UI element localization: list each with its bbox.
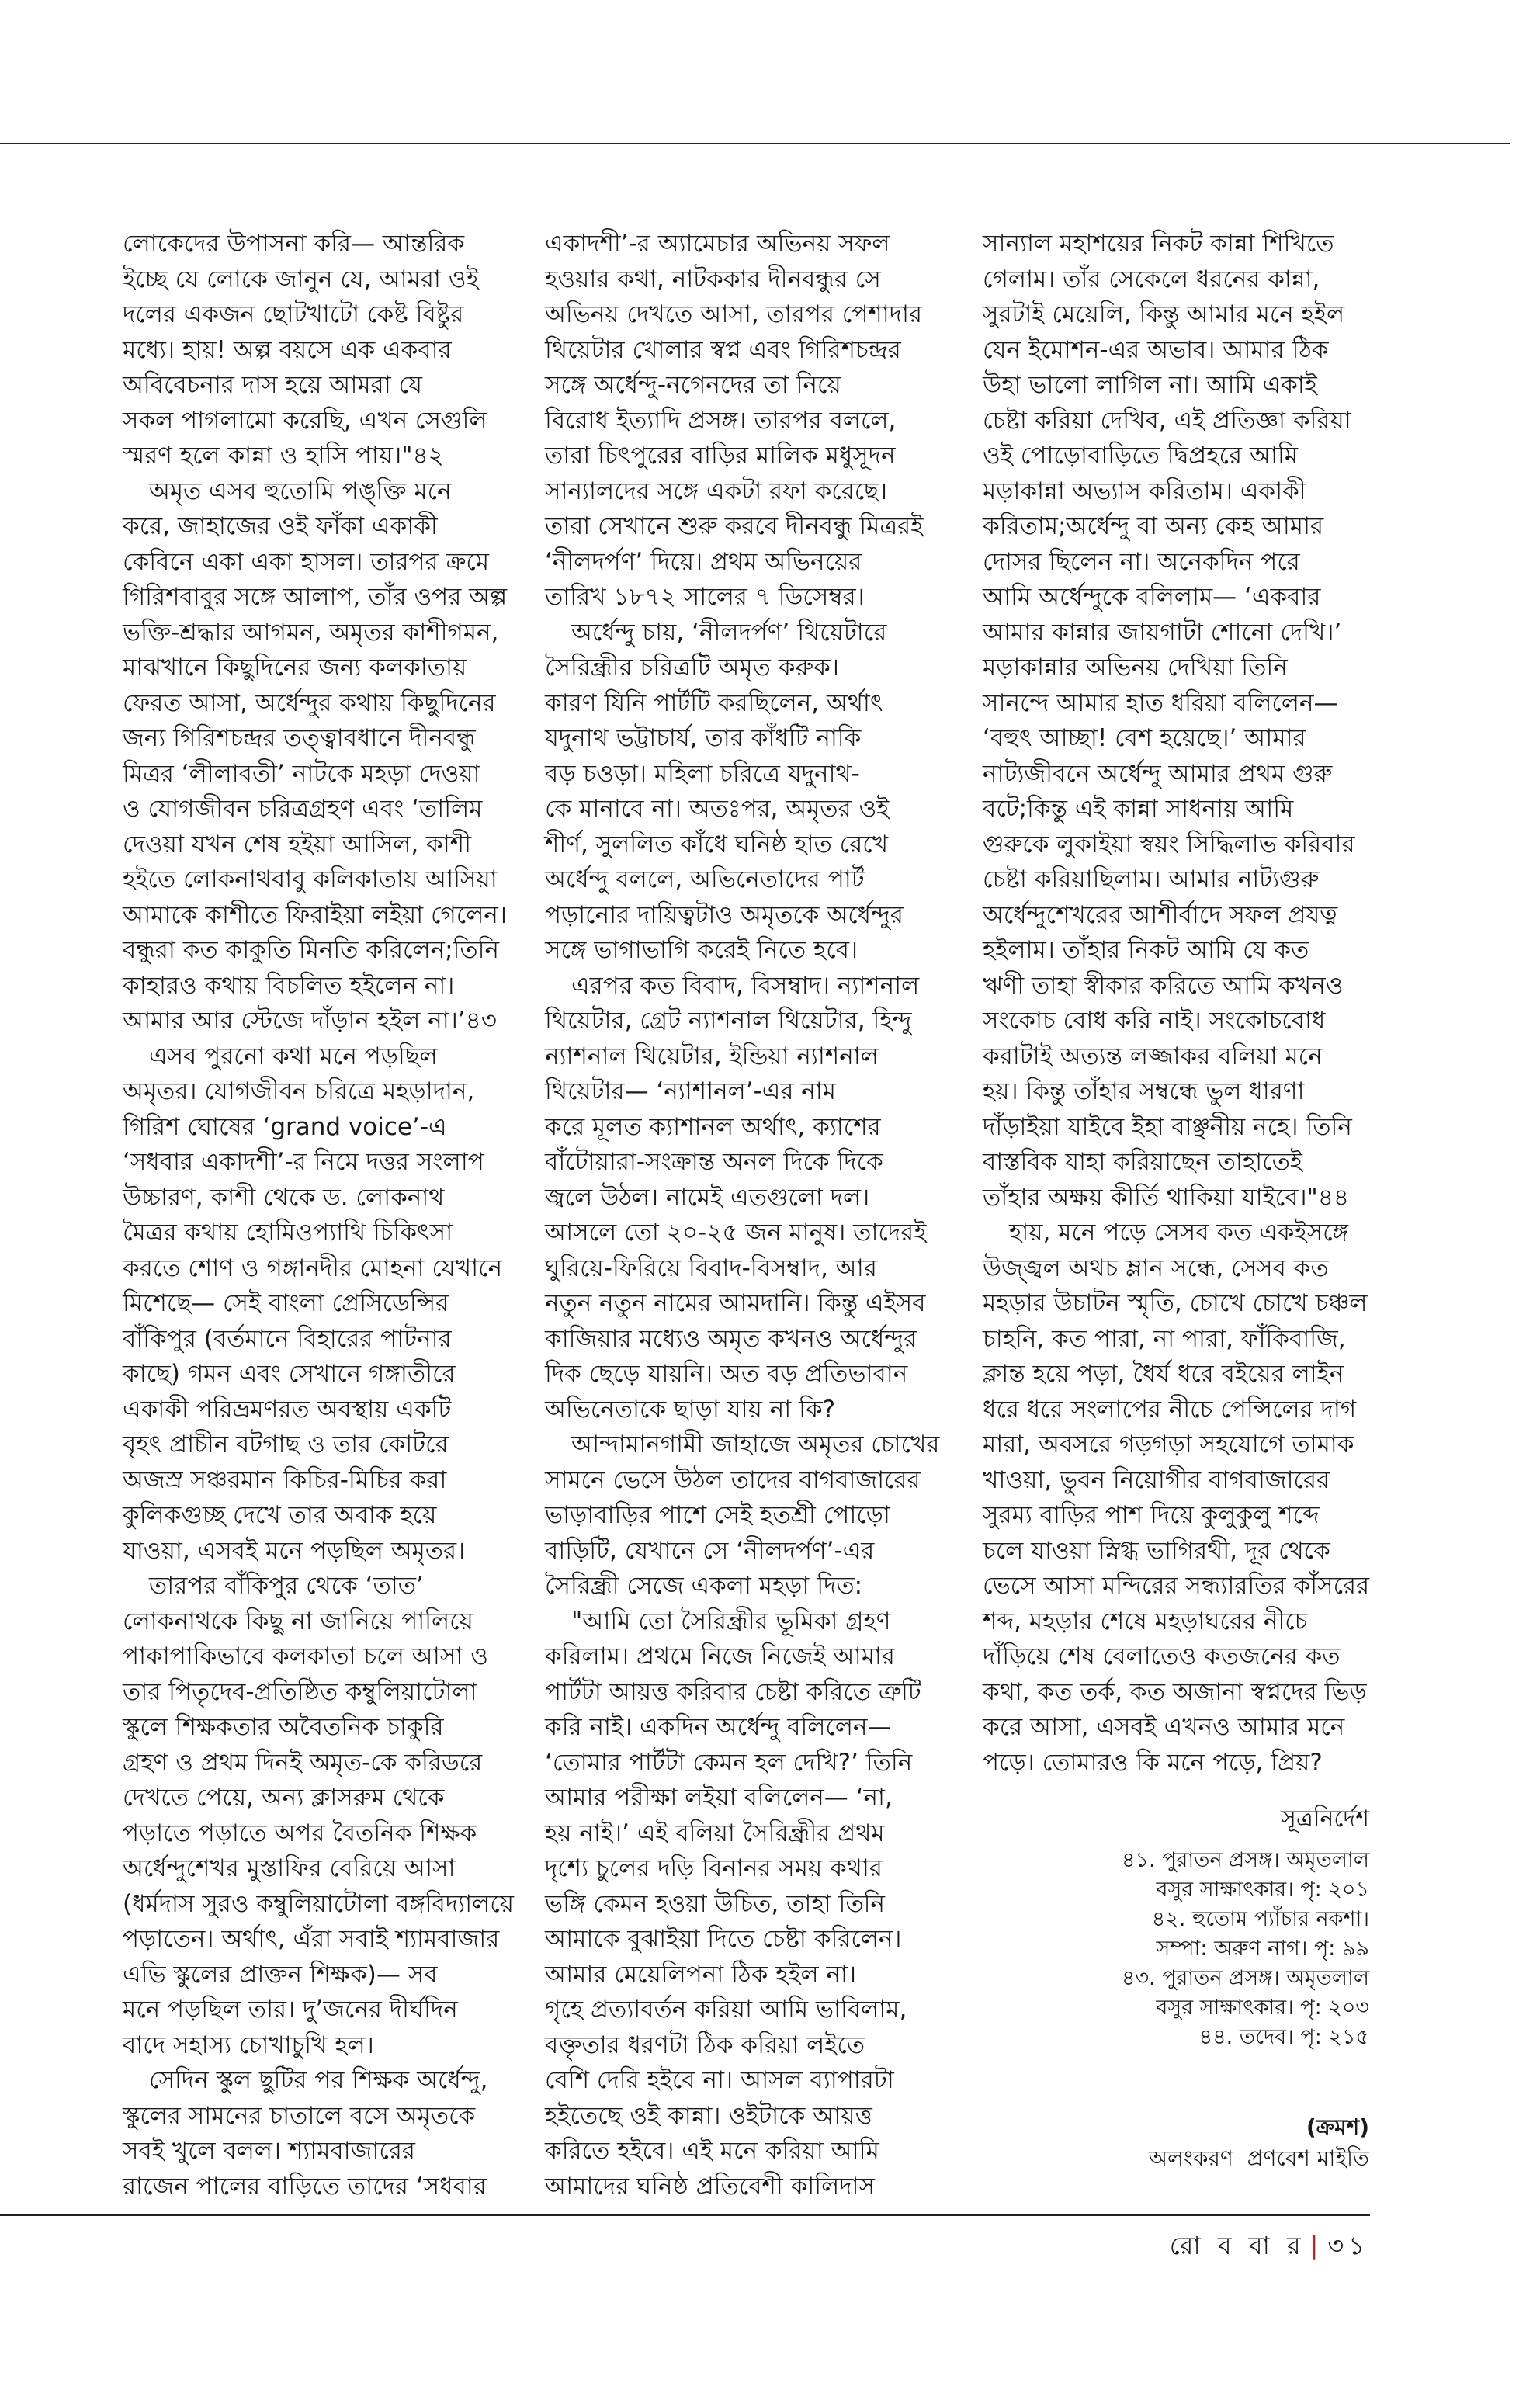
- text-line: ইচ্ছে যে লোকে জানুন যে, আমরা ওই: [123, 265, 479, 293]
- text-line: শব্দ, মহড়ার শেষে মহড়াঘরের নীচে: [983, 1607, 1308, 1635]
- text-line: চেষ্টা করিয়াছিলাম। আমার নাট্যগুরু: [983, 865, 1320, 893]
- reference-line: বসুর সাক্ষাৎকার। পৃ: ২০৩: [1156, 1996, 1369, 2020]
- text-line: কারণ যিনি পার্টটি করছিলেন, অর্থাৎ: [545, 688, 883, 717]
- text-line: বেশি দেরি হইবে না। আসল ব্যাপারটা: [545, 2066, 894, 2094]
- text-line: কে মানাবে না। অতঃপর, অমৃতর ওই: [545, 795, 890, 823]
- footer-separator: |: [1309, 2231, 1323, 2260]
- text-line: দলের একজন ছোটখাটো কেষ্ট বিষ্টুর: [123, 300, 464, 328]
- text-line: উহা ভালো লাগিল না। আমি একাই: [983, 371, 1317, 399]
- magazine-name: রো ব বা র: [1169, 2231, 1306, 2260]
- text-line: একাদশী’-র অ্যামেচার অভিনয় সফল: [545, 230, 890, 258]
- text-line: রাজেন পালের বাড়িতে তাদের ‘সধবার: [123, 2172, 487, 2201]
- text-line: আমাকে কাশীতে ফিরাইয়া লইয়া গেলেন।: [123, 900, 507, 929]
- reference-line: ৪৩. পুরাতন প্রসঙ্গ। অমৃতলাল: [1121, 1966, 1369, 1990]
- text-line: বাদে সহাস্য চোখাচুখি হল।: [123, 2031, 374, 2059]
- text-line: থিয়েটার, গ্রেট ন্যাশনাল থিয়েটার, হিন্দু: [545, 1007, 912, 1035]
- text-line: হায়, মনে পড়ে সেসব কত একইসঙ্গে: [1009, 1219, 1349, 1247]
- text-line: বিরোধ ইত্যাদি প্রসঙ্গ। তারপর বললে,: [545, 406, 897, 435]
- text-line: করি নাই। একদিন অর্ধেন্দু বলিলেন—: [545, 1713, 892, 1741]
- text-line: দাঁড়িয়ে শেষ বেলাতেও কতজনের কত: [983, 1642, 1341, 1670]
- text-line: করিতে হইবে। এই মনে করিয়া আমি: [545, 2137, 879, 2165]
- paragraph: [545, 1604, 947, 2205]
- text-line: মিত্রর ‘লীলাবতী’ নাটকে মহড়া দেওয়া: [123, 759, 480, 788]
- continued-text: (ক্রমশ): [1306, 2114, 1369, 2140]
- text-line: পাকাপাকিভাবে কলকাতা চলে আসা ও: [123, 1642, 488, 1670]
- text-line: ভাড়াবাড়ির পাশে সেই হতশ্রী পোড়ো: [545, 1501, 890, 1529]
- text-line: বৃহৎ প্রাচীন বটগাছ ও তার কোটরে: [123, 1431, 449, 1458]
- paragraph: [123, 227, 525, 474]
- text-line: উচ্চারণ, কাশী থেকে ড. লোকনাথ: [123, 1183, 445, 1212]
- text-line: হয় নাই।’ এই বলিয়া সৈরিন্ধ্রীর প্রথম: [545, 1819, 885, 1847]
- text-line: অর্ধেন্দু বললে, অভিনেতাদের পার্ট: [545, 865, 865, 893]
- text-line: ভক্তি-শ্রদ্ধার আগমন, অমৃতর কাশীগমন,: [123, 618, 499, 647]
- text-line: গুরুকে লুকাইয়া স্বয়ং সিদ্ধিলাভ করিবার: [983, 830, 1355, 858]
- references: [1122, 1802, 1369, 2052]
- text-line: অমৃতর। যোগজীবন চরিত্রে মহড়াদান,: [123, 1077, 475, 1105]
- text-line: মড়াকান্না অভ্যাস করিতাম। একাকী: [983, 477, 1306, 505]
- text-line: তার পিতৃদেব-প্রতিষ্ঠিত কম্বুলিয়াটোলা: [123, 1677, 477, 1706]
- text-line: যাওয়া, এসবই মনে পড়ছিল অমৃতর।: [123, 1536, 466, 1565]
- reference-line: ৪৪. তদেব। পৃ: ২১৫: [1198, 2025, 1369, 2049]
- text-line: স্কুলের সামনের চাতালে বসে অমৃতকে: [123, 2101, 476, 2130]
- text-line: অর্ধেন্দুশেখর মুস্তাফির বেরিয়ে আসা: [123, 1854, 456, 1882]
- text-line: যেন ইমোশন-এর অভাব। আমার ঠিক: [983, 335, 1329, 364]
- text-line: তারিখ ১৮৭২ সালের ৭ ডিসেম্বর।: [545, 583, 865, 611]
- reference-line: সম্পা: অরুণ নাগ। পৃ: ৯৯: [1156, 1937, 1369, 1961]
- text-line: দিক ছেড়ে যায়নি। অত বড় প্রতিভাবান: [545, 1360, 908, 1388]
- text-line: মহড়ার উচাটন স্মৃতি, চোখে চোখে চঞ্চল: [983, 1289, 1368, 1317]
- text-line: বাঁটোয়ারা-সংক্রান্ত অনল দিকে দিকে: [545, 1148, 883, 1176]
- paragraph: [123, 1039, 525, 1569]
- references-list: [1122, 1846, 1369, 2052]
- references-heading: সূত্রনির্দেশ: [1281, 1805, 1369, 1833]
- paragraph: [545, 616, 947, 969]
- text-line: এরপর কত বিবাদ, বিসম্বাদ। ন্যাশনাল: [571, 971, 920, 1000]
- text-line: সৈরিন্ধ্রীর চরিত্রটি অমৃত করুক।: [545, 654, 839, 681]
- text-line: আমি অর্ধেন্দুকে বলিলাম— ‘একবার: [983, 583, 1321, 611]
- text-line: দৃশ্যে চুলের দড়ি বিনানর সময় কথার: [545, 1854, 883, 1882]
- text-column-1: [123, 227, 525, 2204]
- text-line: আমার আর স্টেজে দাঁড়ান হইল না।’৪৩: [123, 1007, 497, 1035]
- page-number: ৩১: [1327, 2231, 1369, 2260]
- text-line: চলে যাওয়া স্নিগ্ধ ভাগিরথী, দূর থেকে: [983, 1536, 1330, 1565]
- paragraph: [123, 474, 525, 1039]
- text-line: পার্টটা আয়ত্ত করিবার চেষ্টা করিতে ত্রুটি: [545, 1677, 921, 1706]
- paragraph: [983, 227, 1385, 1216]
- text-line: চেষ্টা করিয়া দেখিব, এই প্রতিজ্ঞা করিয়া: [983, 406, 1351, 435]
- text-line: আমার মেয়েলিপনা ঠিক হইল না।: [545, 1960, 857, 1989]
- text-line: অর্ধেন্দু চায়, ‘নীলদর্পণ’ থিয়েটারে: [571, 618, 887, 647]
- footer-rule: [0, 2214, 1370, 2216]
- text-line: বাস্তবিক যাহা করিয়াছেন তাহাতেই: [983, 1148, 1303, 1176]
- text-line: কাজিয়ার মধ্যেও অমৃত কখনও অর্ধেন্দুর: [545, 1324, 917, 1353]
- text-line: কেবিনে একা একা হাসল। তারপর ক্রমে: [123, 547, 490, 576]
- text-line: অভিনয় দেখতে আসা, তারপর পেশাদার: [545, 300, 923, 328]
- text-line: মড়াকান্নার অভিনয় দেখিয়া তিনি: [983, 654, 1288, 681]
- text-line: দেখতে পেয়ে, অন্য ক্লাসরুম থেকে: [123, 1784, 445, 1812]
- text-line: শীর্ণ, সুললিত কাঁধে ঘনিষ্ঠ হাত রেখে: [545, 830, 889, 858]
- text-line: পড়ানোর দায়িত্বটাও অমৃতকে অর্ধেন্দুর: [545, 900, 904, 929]
- text-line: সেদিন স্কুল ছুটির পর শিক্ষক অর্ধেন্দু,: [149, 2066, 488, 2094]
- text-line: চাহনি, কত পারা, না পারা, ফাঁকিবাজি,: [983, 1324, 1346, 1353]
- text-line: জন্য গিরিশচন্দ্রর তত্ত্বাবধানে দীনবন্ধু: [123, 724, 476, 752]
- text-line: হওয়ার কথা, নাটককার দীনবন্ধুর সে: [545, 265, 881, 293]
- text-line: আমাদের ঘনিষ্ঠ প্রতিবেশী কালিদাস: [545, 2172, 876, 2201]
- text-line: হইলাম। তাঁহার নিকট আমি যে কত: [983, 936, 1309, 964]
- text-line: পড়াতেন। অর্থাৎ, এঁরা সবাই শ্যামবাজার: [123, 1925, 500, 1953]
- text-line: বাড়িটি, যেখানে সে ‘নীলদর্পণ’-এর: [545, 1536, 875, 1565]
- text-line: সান্যালদের সঙ্গে একটা রফা করেছে।: [545, 477, 888, 505]
- text-line: করে মূলত ক্যাশানল অর্থাৎ, ক্যাশের: [545, 1112, 881, 1141]
- reference-line: বসুর সাক্ষাৎকার। পৃ: ২০১: [1156, 1878, 1369, 1902]
- text-line: স্মরণ হলে কান্না ও হাসি পায়।"৪২: [123, 442, 444, 470]
- text-line: সঙ্গে ভাগাভাগি করেই নিতে হবে।: [545, 936, 858, 964]
- text-line: ভেসে আসা মন্দিরের সন্ধ্যারতির কাঁসরের: [983, 1572, 1370, 1600]
- paragraph: [545, 227, 947, 616]
- text-line: খাওয়া, ভুবন নিয়োগীর বাগবাজারের: [983, 1465, 1330, 1494]
- text-line: সংকোচ বোধ করি নাই। সংকোচবোধ: [983, 1007, 1326, 1035]
- text-line: জ্বলে উঠল। নামেই এতগুলো দল।: [545, 1183, 870, 1212]
- text-line: তারা সেখানে শুরু করবে দীনবন্ধু মিত্ররই: [545, 512, 924, 540]
- illustration-credit-text: অলংকরণ প্রণবেশ মাইতি: [1148, 2145, 1369, 2171]
- text-line: পড়াতে পড়াতে অপর বৈতনিক শিক্ষক: [123, 1819, 477, 1847]
- text-line: ঋণী তাহা স্বীকার করিতে আমি কখনও: [983, 971, 1344, 1000]
- text-line: সঙ্গে অর্ধেন্দু-নগেনদের তা নিয়ে: [545, 371, 841, 399]
- text-line: তারা চিৎপুরের বাড়ির মালিক মধুসূদন: [545, 442, 896, 470]
- text-line: ন্যাশনাল থিয়েটার, ইন্ডিয়া ন্যাশনাল: [545, 1042, 879, 1070]
- paragraph: [123, 1569, 525, 2063]
- text-line: এভি স্কুলের প্রাক্তন শিক্ষক)— সব: [123, 1960, 438, 1989]
- text-line: ও যোগজীবন চরিত্রগ্রহণ এবং ‘তালিম: [123, 795, 483, 823]
- paragraph: [545, 1427, 947, 1604]
- text-line: পড়ে। তোমারও কি মনে পড়ে, প্রিয়?: [983, 1748, 1323, 1777]
- text-line: কুলিকগুচ্ছ দেখে তার অবাক হয়ে: [123, 1501, 437, 1529]
- text-line: লোকেদের উপাসনা করি— আন্তরিক: [123, 230, 465, 258]
- text-line: বড় চওড়া। মহিলা চরিত্রে যদুনাথ-: [545, 759, 860, 788]
- text-line: গৃহে প্রত্যাবর্তন করিয়া আমি ভাবিলাম,: [545, 1996, 907, 2024]
- text-line: ঘুরিয়ে-ফিরিয়ে বিবাদ-বিসম্বাদ, আর: [545, 1254, 877, 1282]
- text-line: আমার কান্নার জায়গাটা শোনো দেখি।’: [983, 618, 1342, 647]
- text-line: ক্লান্ত হয়ে পড়া, ধৈর্য ধরে বইয়ের লাইন: [983, 1360, 1344, 1388]
- text-line: ‘তোমার পার্টটা কেমন হল দেখি?’ তিনি: [545, 1748, 913, 1777]
- text-line: দেওয়া যখন শেষ হইয়া আসিল, কাশী: [123, 830, 471, 858]
- text-line: করাটাই অত্যন্ত লজ্জাকর বলিয়া মনে: [983, 1042, 1323, 1070]
- text-line: অমৃত এসব হুতোমি পঙ্‌ক্তি মনে: [149, 477, 452, 505]
- text-column-2: [545, 227, 947, 2204]
- text-line: করিতাম;অর্ধেন্দু বা অন্য কেহ আমার: [983, 512, 1324, 540]
- text-line: সকল পাগলামো করেছি, এখন সেগুলি: [123, 406, 487, 435]
- text-line: তারপর বাঁকিপুর থেকে ‘তাত’: [149, 1572, 424, 1600]
- text-line: সবই খুলে বলল। শ্যামবাজারের: [123, 2137, 415, 2165]
- text-line: কাহারও কথায় বিচলিত হইলেন না।: [123, 971, 455, 1000]
- text-line: লোকনাথকে কিছু না জানিয়ে পালিয়ে: [123, 1607, 473, 1635]
- text-line: মাঝখানে কিছুদিনের জন্য কলকাতায়: [123, 654, 467, 681]
- text-line: গ্রহণ ও প্রথম দিনই অমৃত-কে করিডরে: [123, 1748, 483, 1777]
- text-line: সৈরিন্ধ্রী সেজে একলা মহড়া দিত:: [545, 1572, 863, 1600]
- text-line: করতে শোণ ও গঙ্গানদীর মোহনা যেখানে: [123, 1254, 503, 1282]
- paragraph: [983, 1216, 1385, 1781]
- text-line: অর্ধেন্দুশেখরের আশীর্বাদে সফল প্রযত্ন: [983, 900, 1338, 929]
- text-line: তাঁহার অক্ষয় কীর্তি থাকিয়া যাইবে।"৪৪: [983, 1183, 1350, 1212]
- text-line: "আমি তো সৈরিন্ধ্রীর ভূমিকা গ্রহণ: [571, 1607, 891, 1635]
- text-line: অভিনেতাকে ছাড়া যায় না কি?: [545, 1395, 836, 1424]
- text-line: আন্দামানগামী জাহাজে অমৃতর চোখের: [571, 1431, 940, 1458]
- text-line: থিয়েটার— ‘ন্যাশানল’-এর নাম: [545, 1077, 836, 1105]
- text-line: হয়। কিন্তু তাঁহার সম্বন্ধে ভুল ধারণা: [983, 1077, 1305, 1105]
- text-line: বটে;কিন্তু এই কান্না সাধনায় আমি: [983, 795, 1294, 823]
- text-line: সুরম্য বাড়ির পাশ দিয়ে কুলুকুলু শব্দে: [983, 1501, 1320, 1529]
- text-line: (ধর্মদাস সুরও কম্বুলিয়াটোলা বঙ্গবিদ্যালয়ে: [123, 1889, 514, 1918]
- text-line: কথা, কত তর্ক, কত অজানা স্বপ্নদের ভিড়: [983, 1677, 1367, 1706]
- text-line: অজস্র সঞ্চরমান কিচির-মিচির করা: [123, 1465, 447, 1494]
- text-line: ভঙ্গি কেমন হওয়া উচিত, তাহা তিনি: [545, 1889, 886, 1918]
- text-line: মারা, অবসরে গড়গড়া সহযোগে তামাক: [983, 1431, 1354, 1458]
- text-line: সামনে ভেসে উঠল তাদের বাগবাজারের: [545, 1465, 921, 1494]
- top-rule: [0, 143, 1510, 144]
- text-line: অবিবেচনার দাস হয়ে আমরা যে: [123, 371, 422, 399]
- paragraph: [545, 969, 947, 1428]
- text-line: ‘নীলদর্পণ’ দিয়ে। প্রথম অভিনয়ের: [545, 547, 862, 576]
- text-line: ‘বহুৎ আচ্ছা! বেশ হয়েছে।’ আমার: [983, 724, 1306, 752]
- text-line: বক্তৃতার ধরণটা ঠিক করিয়া লইতে: [545, 2031, 865, 2059]
- text-line: আমাকে বুঝাইয়া দিতে চেষ্টা করিলেন।: [545, 1925, 902, 1953]
- text-line: মিশেছে— সেই বাংলা প্রেসিডেন্সির: [123, 1289, 449, 1317]
- text-line: হইতেছে ওই কান্না। ওইটাকে আয়ত্ত: [545, 2101, 872, 2130]
- text-line: করে, জাহাজের ওই ফাঁকা একাকী: [123, 512, 438, 540]
- text-line: ওই পোড়োবাড়িতে দ্বিপ্রহরে আমি: [983, 442, 1299, 470]
- text-line: গিরিশবাবুর সঙ্গে আলাপ, তাঁর ওপর অল্প: [123, 583, 508, 611]
- text-line: করে আসা, এসবই এখনও আমার মনে: [983, 1713, 1345, 1741]
- text-line: আমার পরীক্ষা লইয়া বলিলেন— ‘না,: [545, 1784, 893, 1812]
- text-line: সুরটাই মেয়েলি, কিন্তু আমার মনে হইল: [983, 300, 1345, 328]
- text-line: এসব পুরনো কথা মনে পড়ছিল: [149, 1042, 438, 1070]
- text-line: মধ্যে। হায়! অল্প বয়সে এক একবার: [123, 335, 452, 364]
- text-line: একাকী পরিভ্রমণরত অবস্থায় একটি: [123, 1395, 452, 1424]
- text-line: গিরিশ ঘোষের ‘grand voice’-এ: [123, 1112, 447, 1141]
- text-line: ধরে ধরে সংলাপের নীচে পেন্সিলের দাগ: [983, 1395, 1357, 1424]
- text-line: নাট্যজীবনে অর্ধেন্দু আমার প্রথম গুরু: [983, 759, 1333, 788]
- text-line: হইতে লোকনাথবাবু কলিকাতায় আসিয়া: [123, 865, 498, 893]
- text-line: দোসর ছিলেন না। অনেকদিন পরে: [983, 547, 1300, 576]
- text-line: নতুন নতুন নামের আমদানি। কিন্তু এইসব: [545, 1289, 926, 1317]
- text-line: ফেরত আসা, অর্ধেন্দুর কথায় কিছুদিনের: [123, 688, 496, 717]
- text-column-3: [983, 227, 1385, 1781]
- text-line: বন্ধুরা কত কাকুতি মিনতি করিলেন;তিনি: [123, 936, 500, 964]
- illustration-credit: [1149, 2144, 1369, 2173]
- text-line: উজ্জ্বল অথচ ম্লান সন্ধে, সেসব কত: [983, 1254, 1329, 1282]
- text-line: গেলাম। তাঁর সেকেলে ধরনের কান্না,: [983, 265, 1320, 293]
- text-line: ‘সধবার একাদশী’-র নিমে দত্তর সংলাপ: [123, 1148, 484, 1176]
- text-line: মৈত্রর কথায় হোমিওপ্যাথি চিকিৎসা: [123, 1219, 453, 1247]
- paragraph: [123, 2063, 525, 2204]
- continued-label: [1306, 2113, 1369, 2142]
- reference-line: ৪২. হুতোম প্যাঁচার নকশা।: [1151, 1907, 1369, 1931]
- text-line: আসলে তো ২০-২৫ জন মানুষ। তাদেরই: [545, 1219, 927, 1247]
- text-line: কাছে) গমন এবং সেখানে গঙ্গাতীরে: [123, 1360, 456, 1388]
- text-line: বাঁকিপুর (বর্তমানে বিহারের পাটনার: [123, 1324, 452, 1353]
- text-line: মনে পড়ছিল তার। দু’জনের দীর্ঘদিন: [123, 1996, 458, 2024]
- page-footer: [1170, 2226, 1369, 2268]
- reference-line: ৪১. পুরাতন প্রসঙ্গ। অমৃতলাল: [1121, 1848, 1369, 1872]
- text-line: স্কুলে শিক্ষকতার অবৈতনিক চাকুরি: [123, 1713, 444, 1741]
- text-line: সানন্দে আমার হাত ধরিয়া বলিলেন—: [983, 688, 1338, 717]
- text-line: থিয়েটার খোলার স্বপ্ন এবং গিরিশচন্দ্রর: [545, 335, 901, 364]
- text-line: সান্যাল মহাশয়ের নিকট কান্না শিখিতে: [983, 230, 1334, 258]
- text-line: যদুনাথ ভট্টাচার্য, তার কাঁধটি নাকি: [545, 724, 862, 752]
- text-line: করিলাম। প্রথমে নিজে নিজেই আমার: [545, 1642, 895, 1670]
- text-line: দাঁড়াইয়া যাইবে ইহা বাঞ্ছনীয় নহে। তিনি: [983, 1112, 1352, 1141]
